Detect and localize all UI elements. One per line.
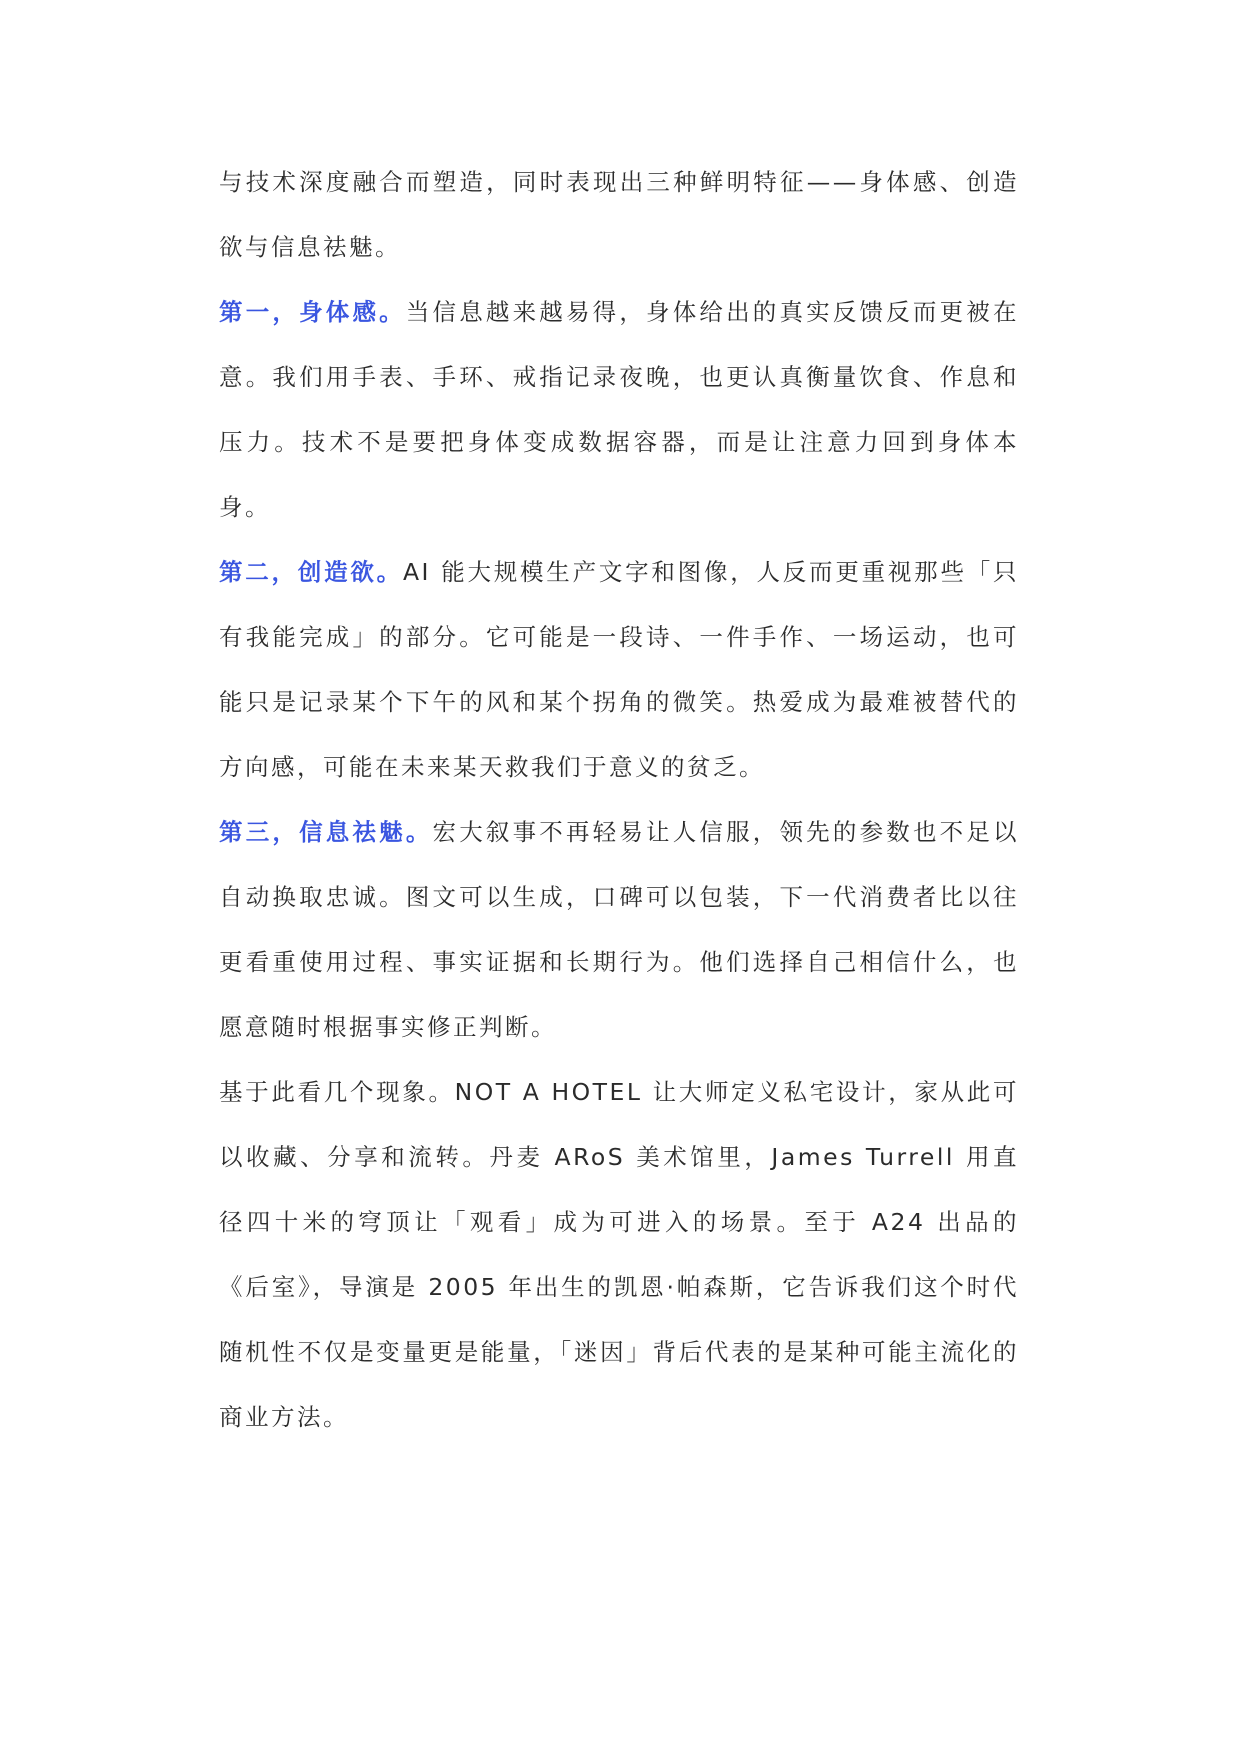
paragraph-creativity	[219, 540, 1019, 800]
paragraph-disenchantment	[219, 800, 1019, 1060]
paragraph-phenomena	[219, 1060, 1019, 1450]
paragraph-heading: 第三，信息祛魅。	[219, 818, 433, 846]
paragraph-text: 宏大叙事不再轻易让人信服，领先的参数也不足以自动换取忠诚。图文可以生成，口碑可以包装，下一代消费者比以往更看重使用过程、事实证据和长期行为。他们选择自己相信什么，也愿意随时根据事实修正判断。	[219, 818, 1020, 1041]
document-page	[219, 150, 1019, 1450]
paragraph-text: 当信息越来越易得，身体给出的真实反馈反而更被在意。我们用手表、手环、戒指记录夜晚，也更认真衡量饮食、作息和压力。技术不是要把身体变成数据容器，而是让注意力回到身体本身。	[219, 298, 1019, 521]
paragraph-intro	[219, 150, 1019, 280]
paragraph-text: AI 能大规模生产文字和图像，人反而更重视那些「只有我能完成」的部分。它可能是一段诗、一件手作、一场运动，也可能只是记录某个下午的风和某个拐角的微笑。热爱成为最难被替代的方向感，可能在未来某天救我们于意义的贫乏。	[219, 558, 1019, 781]
paragraph-heading: 第二，创造欲。	[219, 558, 403, 586]
paragraph-text: 基于此看几个现象。NOT A HOTEL 让大师定义私宅设计，家从此可以收藏、分享和流转。丹麦 ARoS 美术馆里，James Turrell 用直径四十米的穹顶让「观看」成为可进入的场景。至于 A24 出品的《后室》，导演是 2005 年出生的凯恩·帕森斯，它告诉我们这个时代随机性不仅是变量更是能量，「迷因」背后代表的是某种可能主流化的商业方法。	[219, 1078, 1019, 1431]
paragraph-heading: 第一，身体感。	[219, 298, 406, 326]
paragraph-body-sense	[219, 280, 1019, 540]
paragraph-text: 与技术深度融合而塑造，同时表现出三种鲜明特征——身体感、创造欲与信息祛魅。	[219, 168, 1019, 261]
